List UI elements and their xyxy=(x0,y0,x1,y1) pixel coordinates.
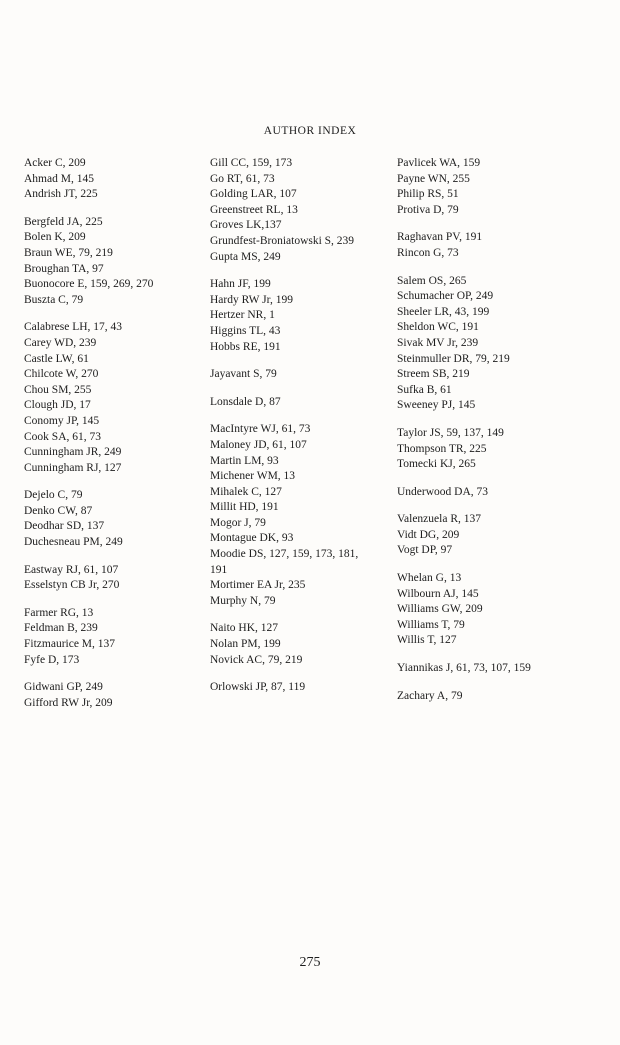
index-entry: Higgins TL, 43 xyxy=(210,324,281,337)
index-entry: Gifford RW Jr, 209 xyxy=(24,696,113,709)
index-entry: Sufka B, 61 xyxy=(397,383,452,396)
index-entry: Duchesneau PM, 249 xyxy=(24,536,123,549)
index-entry: Golding LAR, 107 xyxy=(210,188,297,201)
index-entry: Philip RS, 51 xyxy=(397,188,459,201)
index-entry: Raghavan PV, 191 xyxy=(397,231,483,244)
index-entry: Conomy JP, 145 xyxy=(24,414,100,427)
letter-group xyxy=(397,571,587,649)
index-entry: Zachary A, 79 xyxy=(397,689,463,702)
letter-group xyxy=(397,689,587,705)
index-entry: Buszta C, 79 xyxy=(24,293,84,306)
index-entry: Bolen K, 209 xyxy=(24,231,86,244)
index-entry: Steinmuller DR, 79, 219 xyxy=(397,352,510,365)
index-entry: Rincon G, 73 xyxy=(397,246,459,259)
index-entry: Sheeler LR, 43, 199 xyxy=(397,305,490,318)
index-entry: Andrish JT, 225 xyxy=(24,188,98,201)
index-entry: Payne WN, 255 xyxy=(397,172,470,185)
letter-group xyxy=(397,156,587,218)
index-entry: Braun WE, 79, 219 xyxy=(24,246,113,259)
index-entry: Cunningham RJ, 127 xyxy=(24,461,122,474)
index-entry: Hardy RW Jr, 199 xyxy=(210,293,294,306)
index-entry: Novick AC, 79, 219 xyxy=(210,653,303,666)
index-entry: Jayavant S, 79 xyxy=(210,368,277,381)
index-entry: Dejelo C, 79 xyxy=(24,489,83,502)
index-entry: Denko CW, 87 xyxy=(24,504,93,517)
letter-group xyxy=(210,395,400,411)
index-entry: Cook SA, 61, 73 xyxy=(24,430,101,443)
letter-group xyxy=(210,422,400,609)
index-entry: Hertzer NR, 1 xyxy=(210,309,275,322)
index-entry: Vidt DG, 209 xyxy=(397,528,460,541)
index-entry: Schumacher OP, 249 xyxy=(397,290,494,303)
letter-group xyxy=(24,606,214,668)
index-entry: Valenzuela R, 137 xyxy=(397,513,481,526)
index-entry: Millit HD, 191 xyxy=(210,501,279,514)
index-entry: Cunningham JR, 249 xyxy=(24,446,122,459)
letter-group xyxy=(24,156,214,203)
index-entry: Gill CC, 159, 173 xyxy=(210,157,293,169)
index-entry: Acker C, 209 xyxy=(24,157,86,169)
index-entry: Williams T, 79 xyxy=(397,618,465,631)
index-entry: Wilbourn AJ, 145 xyxy=(397,587,479,600)
index-entry: Taylor JS, 59, 137, 149 xyxy=(397,426,504,439)
index-entry: Carey WD, 239 xyxy=(24,336,97,349)
index-entry: 191 xyxy=(210,563,228,576)
index-entry: Grundfest-Broniatowski S, 239 xyxy=(210,234,355,247)
index-entry: Salem OS, 265 xyxy=(397,274,467,287)
letter-group xyxy=(24,488,214,550)
index-entry: Sweeney PJ, 145 xyxy=(397,399,476,412)
index-entry: Moodie DS, 127, 159, 173, 181, xyxy=(210,548,359,561)
index-entry: Lonsdale D, 87 xyxy=(210,395,281,408)
index-entry: Whelan G, 13 xyxy=(397,572,462,585)
index-entry: Gupta MS, 249 xyxy=(210,250,281,263)
index-entry: Pavlicek WA, 159 xyxy=(397,157,481,169)
index-entry: Bergfeld JA, 225 xyxy=(24,215,103,228)
index-entry: Maloney JD, 61, 107 xyxy=(210,438,307,451)
index-entry: Fitzmaurice M, 137 xyxy=(24,638,116,651)
index-entry: Hobbs RE, 191 xyxy=(210,340,281,353)
index-entry: Thompson TR, 225 xyxy=(397,442,487,455)
index-entry: Mogor J, 79 xyxy=(210,516,266,529)
index-entry: Willis T, 127 xyxy=(397,634,457,647)
letter-group xyxy=(24,215,214,309)
index-entry: Clough JD, 17 xyxy=(24,399,91,412)
index-entry: Hahn JF, 199 xyxy=(210,278,271,291)
index-entry: Williams GW, 209 xyxy=(397,603,483,616)
page-title: AUTHOR INDEX xyxy=(263,125,357,137)
index-entry: Michener WM, 13 xyxy=(210,470,296,483)
letter-group xyxy=(210,680,400,696)
index-entry: Streem SB, 219 xyxy=(397,368,470,381)
letter-group xyxy=(397,274,587,414)
index-entry: Martin LM, 93 xyxy=(210,454,279,467)
index-column-3 xyxy=(397,156,587,716)
index-entry: Ahmad M, 145 xyxy=(24,172,94,185)
index-entry: Yiannikas J, 61, 73, 107, 159 xyxy=(397,662,531,675)
letter-group xyxy=(210,367,400,383)
index-entry: Calabrese LH, 17, 43 xyxy=(24,321,123,334)
letter-group xyxy=(397,426,587,473)
index-entry: Broughan TA, 97 xyxy=(24,262,104,275)
index-entry: Vogt DP, 97 xyxy=(397,544,453,557)
index-entry: Farmer RG, 13 xyxy=(24,606,94,619)
index-entry: Go RT, 61, 73 xyxy=(210,172,275,185)
index-entry: Chou SM, 255 xyxy=(24,383,92,396)
index-entry: Underwood DA, 73 xyxy=(397,485,489,498)
index-entry: Chilcote W, 270 xyxy=(24,368,99,381)
index-entry: Orlowski JP, 87, 119 xyxy=(210,681,306,694)
index-entry: Gidwani GP, 249 xyxy=(24,681,103,694)
index-entry: Tomecki KJ, 265 xyxy=(397,458,476,471)
letter-group xyxy=(210,621,400,668)
letter-group xyxy=(24,320,214,476)
index-entry: Sivak MV Jr, 239 xyxy=(397,336,479,349)
letter-group xyxy=(397,512,587,559)
index-entry: Feldman B, 239 xyxy=(24,622,98,635)
index-entry: Mortimer EA Jr, 235 xyxy=(210,579,306,592)
index-entry: Montague DK, 93 xyxy=(210,532,294,545)
index-entry: Castle LW, 61 xyxy=(24,352,89,365)
index-entry: Mihalek C, 127 xyxy=(210,485,282,498)
index-entry: Eastway RJ, 61, 107 xyxy=(24,563,119,576)
letter-group xyxy=(24,680,214,711)
index-column-1 xyxy=(24,156,214,723)
index-entry: Deodhar SD, 137 xyxy=(24,520,105,533)
index-entry: Naito HK, 127 xyxy=(210,622,279,635)
page-number: 275 xyxy=(299,955,321,970)
index-entry: Greenstreet RL, 13 xyxy=(210,203,298,216)
letter-group xyxy=(210,156,400,265)
index-column-2 xyxy=(210,156,400,708)
letter-group xyxy=(397,230,587,261)
index-entry: Sheldon WC, 191 xyxy=(397,321,479,334)
letter-group xyxy=(397,485,587,501)
letter-group xyxy=(24,563,214,594)
index-entry: Protiva D, 79 xyxy=(397,203,459,216)
index-entry: MacIntyre WJ, 61, 73 xyxy=(210,423,311,436)
index-entry: Esselstyn CB Jr, 270 xyxy=(24,579,120,592)
index-entry: Murphy N, 79 xyxy=(210,594,276,607)
letter-group xyxy=(210,277,400,355)
index-entry: Fyfe D, 173 xyxy=(24,653,80,666)
letter-group xyxy=(397,661,587,677)
index-entry: Nolan PM, 199 xyxy=(210,638,281,651)
index-entry: Groves LK,137 xyxy=(210,219,282,232)
index-entry: Buonocore E, 159, 269, 270 xyxy=(24,278,154,291)
